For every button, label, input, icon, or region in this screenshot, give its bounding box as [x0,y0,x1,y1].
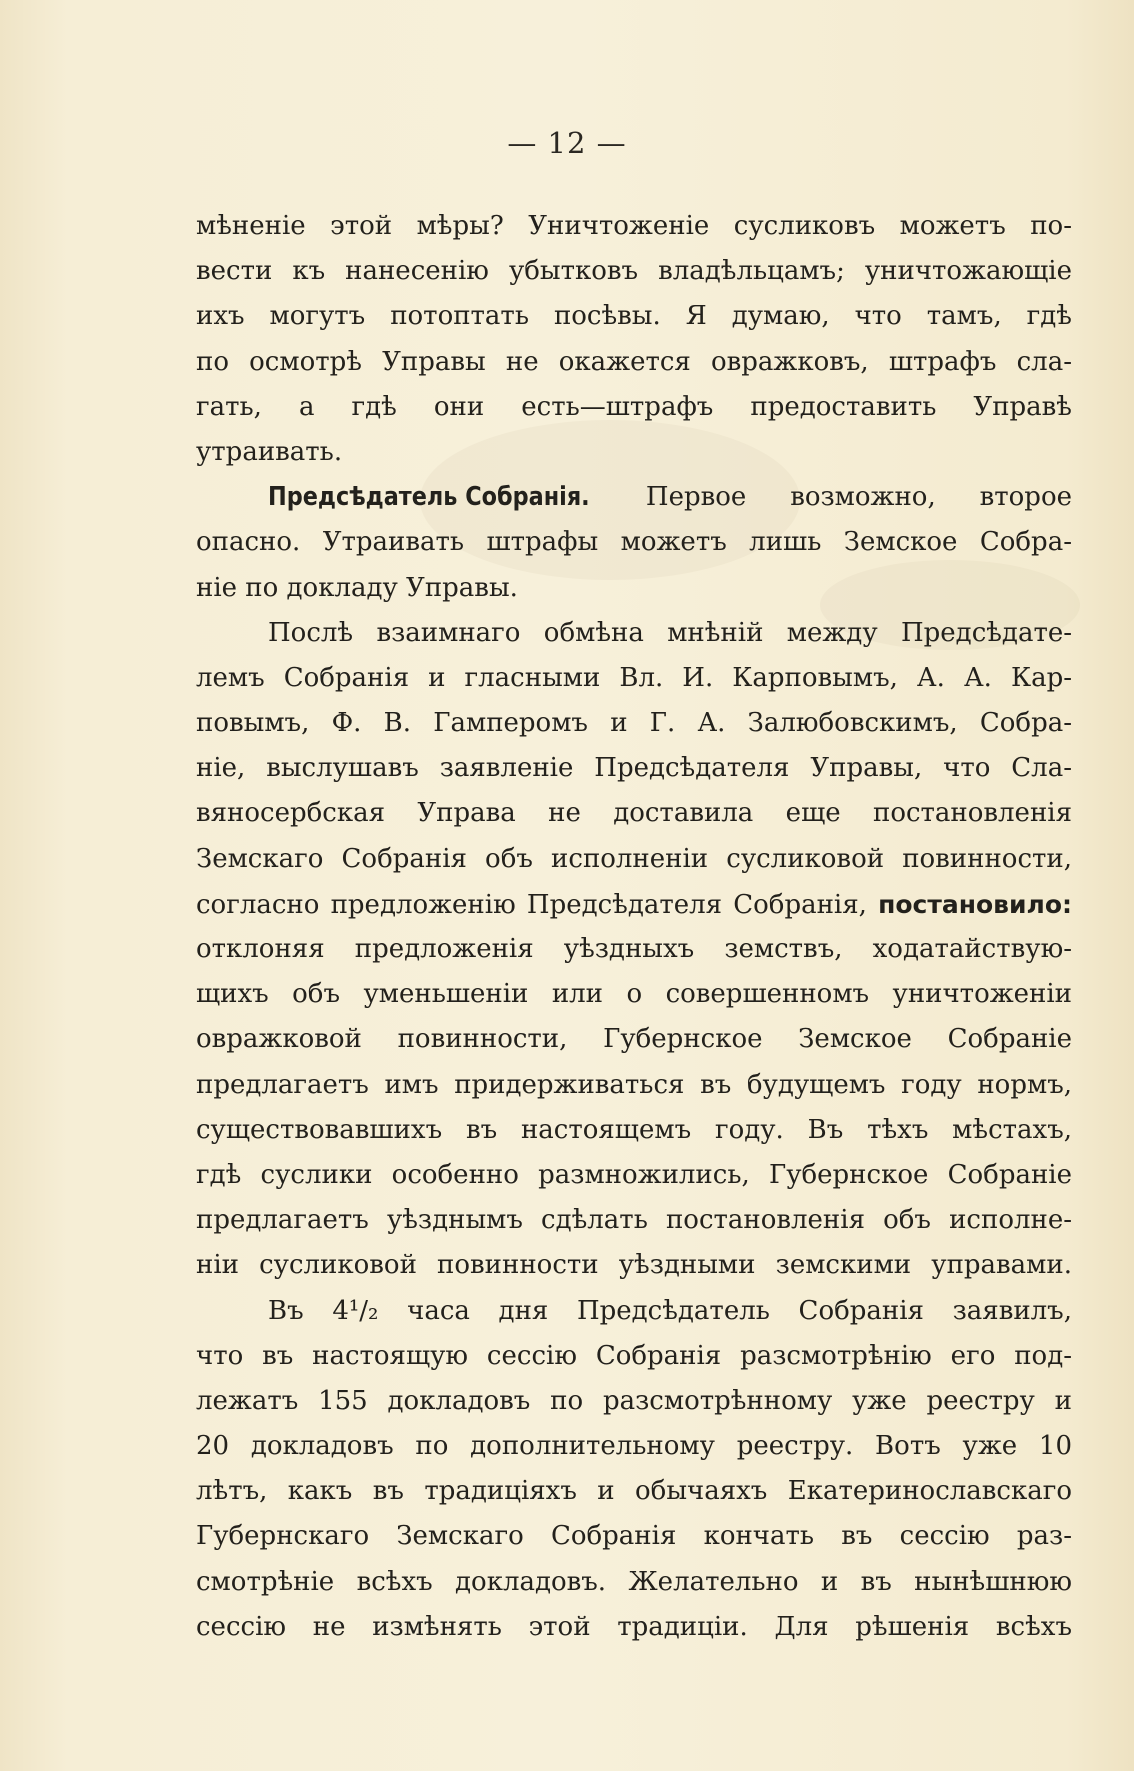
text-line: ихъ могутъ потоптать посѣвы. Я думаю, что тамъ, гдѣ [196,301,1072,332]
text-line: овражковой повинности, Губернское Земское Собраніе [196,1024,1072,1055]
text-line: по осмотрѣ Управы не окажется овражковъ, штрафъ сла- [196,346,1072,377]
text-line: гдѣ суслики особенно размножились, Губернское Собраніе [196,1159,1072,1190]
text-line: отклоняя предложенія уѣздныхъ земствъ, ходатайствую- [196,934,1072,964]
text-line: опасно. Утраивать штрафы можетъ лишь Земское Собра- [196,527,1072,558]
speaker-name: Предсѣдатель Собранія. [268,482,590,513]
text-line: повымъ, Ф. В. Гамперомъ и Г. А. Залюбовскимъ, Собра- [196,708,1072,739]
text-line: лемъ Собранія и гласными Вл. И. Карповымъ, А. А. Кар- [196,662,1072,693]
text-line: 20 докладовъ по дополнительному реестру. Вотъ уже 10 [196,1431,1072,1462]
text-line: предлагаетъ уѣзднымъ сдѣлать постановленія объ исполне- [196,1205,1072,1236]
text-line: щихъ объ уменьшеніи или о совершенномъ уничтоженіи [196,979,1072,1010]
text-line: ніе, выслушавъ заявленіе Предсѣдателя Управы, что Сла- [196,753,1072,784]
text-line: вести къ нанесенію убытковъ владѣльцамъ; уничтожающіе [196,256,1072,287]
text-line: сессію не измѣнять этой традиціи. Для рѣшенія всѣхъ [196,1611,1072,1642]
text-line: смотрѣніе всѣхъ докладовъ. Желательно и въ нынѣшнюю [196,1566,1072,1597]
text-line: утраивать. [196,436,343,467]
text-line: ніи сусликовой повинности уѣздными земскими управами. [196,1250,1072,1281]
page-number: — 12 — [507,126,627,160]
text-line: лежатъ 155 докладовъ по разсмотрѣнному уже реестру и [196,1385,1072,1416]
text-line: лѣтъ, какъ въ традиціяхъ и обычаяхъ Екатеринославскаго [196,1476,1072,1507]
text-line: существовавшихъ въ настоящемъ году. Въ тѣхъ мѣстахъ, [196,1114,1072,1145]
text-line: гать, а гдѣ они есть—штрафъ предоставить Управѣ [196,391,1072,422]
text-line: Губернскаго Земскаго Собранія кончать въ сессію раз- [196,1521,1072,1552]
text-line: вяносербская Управа не доставила еще постановленія [196,798,1072,829]
resolution-keyword: постановило: [878,889,1072,919]
text-line: согласно предложенію Предсѣдателя Собранія, постановило: [196,889,1072,920]
text-line: что въ настоящую сессію Собранія разсмотрѣнію его под- [196,1340,1072,1371]
speaker-line: Предсѣдатель Собранія. Первое возможно, второе [196,475,1072,520]
text-line: мѣненіе этой мѣры? Уничтоженіе сусликовъ можетъ по- [196,211,1072,241]
body-text [196,204,1072,1650]
text-line: предлагаетъ имъ придерживаться въ будущемъ году нормъ, [196,1069,1072,1100]
text-line: Земскаго Собранія объ исполненіи сусликовой повинности, [196,843,1072,874]
text-line: ніе по докладу Управы. [196,572,518,603]
paragraph-start-line: Послѣ взаимнаго обмѣна мнѣній между Предсѣдате- [268,617,1072,648]
paragraph-start-line: Въ 4¹/₂ часа дня Предсѣдатель Собранія заявилъ, [268,1295,1072,1326]
